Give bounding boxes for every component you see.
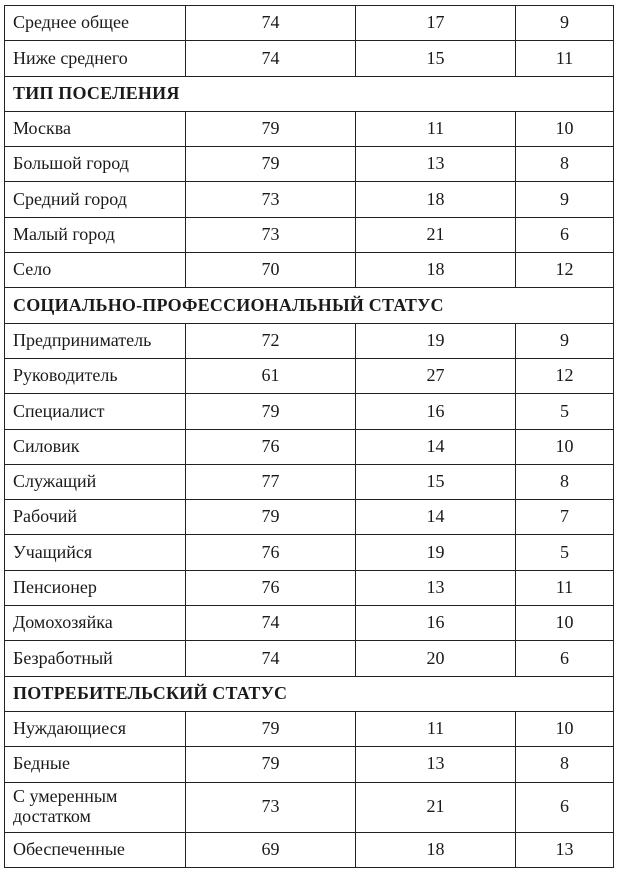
value-cell-3: 11 (516, 570, 614, 605)
table-row (5, 41, 614, 76)
value-cell-1: 76 (186, 429, 356, 464)
value-cell-2: 21 (356, 782, 516, 832)
table-row (5, 253, 614, 288)
value-cell-3: 10 (516, 711, 614, 746)
value-cell-3: 12 (516, 358, 614, 393)
value-cell-1: 79 (186, 500, 356, 535)
value-cell-3: 12 (516, 253, 614, 288)
value-cell-1: 74 (186, 6, 356, 41)
table-row (5, 182, 614, 217)
value-cell-1: 69 (186, 832, 356, 867)
value-cell-2: 20 (356, 641, 516, 676)
row-label: Обеспеченные (5, 832, 186, 867)
row-label: Служащий (5, 464, 186, 499)
value-cell-2: 11 (356, 111, 516, 146)
table-row (5, 500, 614, 535)
section-header-row (5, 76, 614, 111)
section-title: ТИП ПОСЕЛЕНИЯ (5, 76, 614, 111)
value-cell-3: 7 (516, 500, 614, 535)
table-row (5, 111, 614, 146)
value-cell-3: 11 (516, 41, 614, 76)
value-cell-2: 15 (356, 464, 516, 499)
value-cell-1: 79 (186, 111, 356, 146)
row-label: Среднее общее (5, 6, 186, 41)
value-cell-3: 6 (516, 217, 614, 252)
row-label: Большой город (5, 147, 186, 182)
value-cell-1: 70 (186, 253, 356, 288)
table-row (5, 535, 614, 570)
value-cell-3: 8 (516, 464, 614, 499)
row-label: Нуждающиеся (5, 711, 186, 746)
table-row (5, 570, 614, 605)
value-cell-1: 79 (186, 747, 356, 782)
value-cell-2: 14 (356, 500, 516, 535)
value-cell-2: 14 (356, 429, 516, 464)
value-cell-2: 11 (356, 711, 516, 746)
value-cell-2: 27 (356, 358, 516, 393)
table-row (5, 711, 614, 746)
row-label: Ниже среднего (5, 41, 186, 76)
value-cell-1: 76 (186, 570, 356, 605)
value-cell-1: 77 (186, 464, 356, 499)
value-cell-1: 61 (186, 358, 356, 393)
value-cell-1: 74 (186, 641, 356, 676)
value-cell-2: 13 (356, 747, 516, 782)
value-cell-1: 72 (186, 323, 356, 358)
value-cell-3: 9 (516, 323, 614, 358)
row-label: Предприниматель (5, 323, 186, 358)
row-label: Безработный (5, 641, 186, 676)
value-cell-2: 16 (356, 606, 516, 641)
row-label: Домохозяйка (5, 606, 186, 641)
table-row (5, 606, 614, 641)
value-cell-1: 73 (186, 782, 356, 832)
value-cell-2: 15 (356, 41, 516, 76)
row-label: Москва (5, 111, 186, 146)
value-cell-1: 73 (186, 182, 356, 217)
value-cell-2: 18 (356, 182, 516, 217)
table-row (5, 323, 614, 358)
row-label: Специалист (5, 394, 186, 429)
table-row (5, 464, 614, 499)
value-cell-1: 73 (186, 217, 356, 252)
section-title: СОЦИАЛЬНО-ПРОФЕССИОНАЛЬНЫЙ СТАТУС (5, 288, 614, 323)
value-cell-1: 74 (186, 606, 356, 641)
value-cell-3: 8 (516, 147, 614, 182)
row-label: Учащийся (5, 535, 186, 570)
value-cell-3: 10 (516, 606, 614, 641)
table-row (5, 832, 614, 867)
table-row (5, 394, 614, 429)
value-cell-1: 79 (186, 147, 356, 182)
table-row (5, 429, 614, 464)
table-row (5, 147, 614, 182)
value-cell-3: 5 (516, 535, 614, 570)
value-cell-1: 74 (186, 41, 356, 76)
section-title: ПОТРЕБИТЕЛЬСКИЙ СТАТУС (5, 676, 614, 711)
value-cell-2: 13 (356, 147, 516, 182)
section-header-row (5, 288, 614, 323)
value-cell-2: 19 (356, 323, 516, 358)
row-label: Силовик (5, 429, 186, 464)
value-cell-3: 9 (516, 182, 614, 217)
row-label: Рабочий (5, 500, 186, 535)
value-cell-2: 16 (356, 394, 516, 429)
row-label: Село (5, 253, 186, 288)
value-cell-2: 17 (356, 6, 516, 41)
table-row (5, 358, 614, 393)
value-cell-2: 18 (356, 253, 516, 288)
value-cell-3: 8 (516, 747, 614, 782)
value-cell-3: 13 (516, 832, 614, 867)
value-cell-1: 79 (186, 711, 356, 746)
value-cell-3: 10 (516, 111, 614, 146)
table-row (5, 217, 614, 252)
table-row (5, 747, 614, 782)
value-cell-3: 5 (516, 394, 614, 429)
row-label: Руководитель (5, 358, 186, 393)
value-cell-1: 76 (186, 535, 356, 570)
value-cell-3: 6 (516, 641, 614, 676)
row-label: С умеренным достатком (5, 782, 186, 832)
row-label: Пенсионер (5, 570, 186, 605)
section-header-row (5, 676, 614, 711)
value-cell-2: 19 (356, 535, 516, 570)
value-cell-2: 21 (356, 217, 516, 252)
survey-table (4, 5, 614, 868)
value-cell-2: 13 (356, 570, 516, 605)
row-label: Малый город (5, 217, 186, 252)
table-row (5, 641, 614, 676)
row-label: Бедные (5, 747, 186, 782)
value-cell-3: 10 (516, 429, 614, 464)
value-cell-3: 6 (516, 782, 614, 832)
table-row (5, 782, 614, 832)
value-cell-3: 9 (516, 6, 614, 41)
table-body (5, 6, 614, 868)
table-row (5, 6, 614, 41)
value-cell-2: 18 (356, 832, 516, 867)
value-cell-1: 79 (186, 394, 356, 429)
row-label: Средний город (5, 182, 186, 217)
